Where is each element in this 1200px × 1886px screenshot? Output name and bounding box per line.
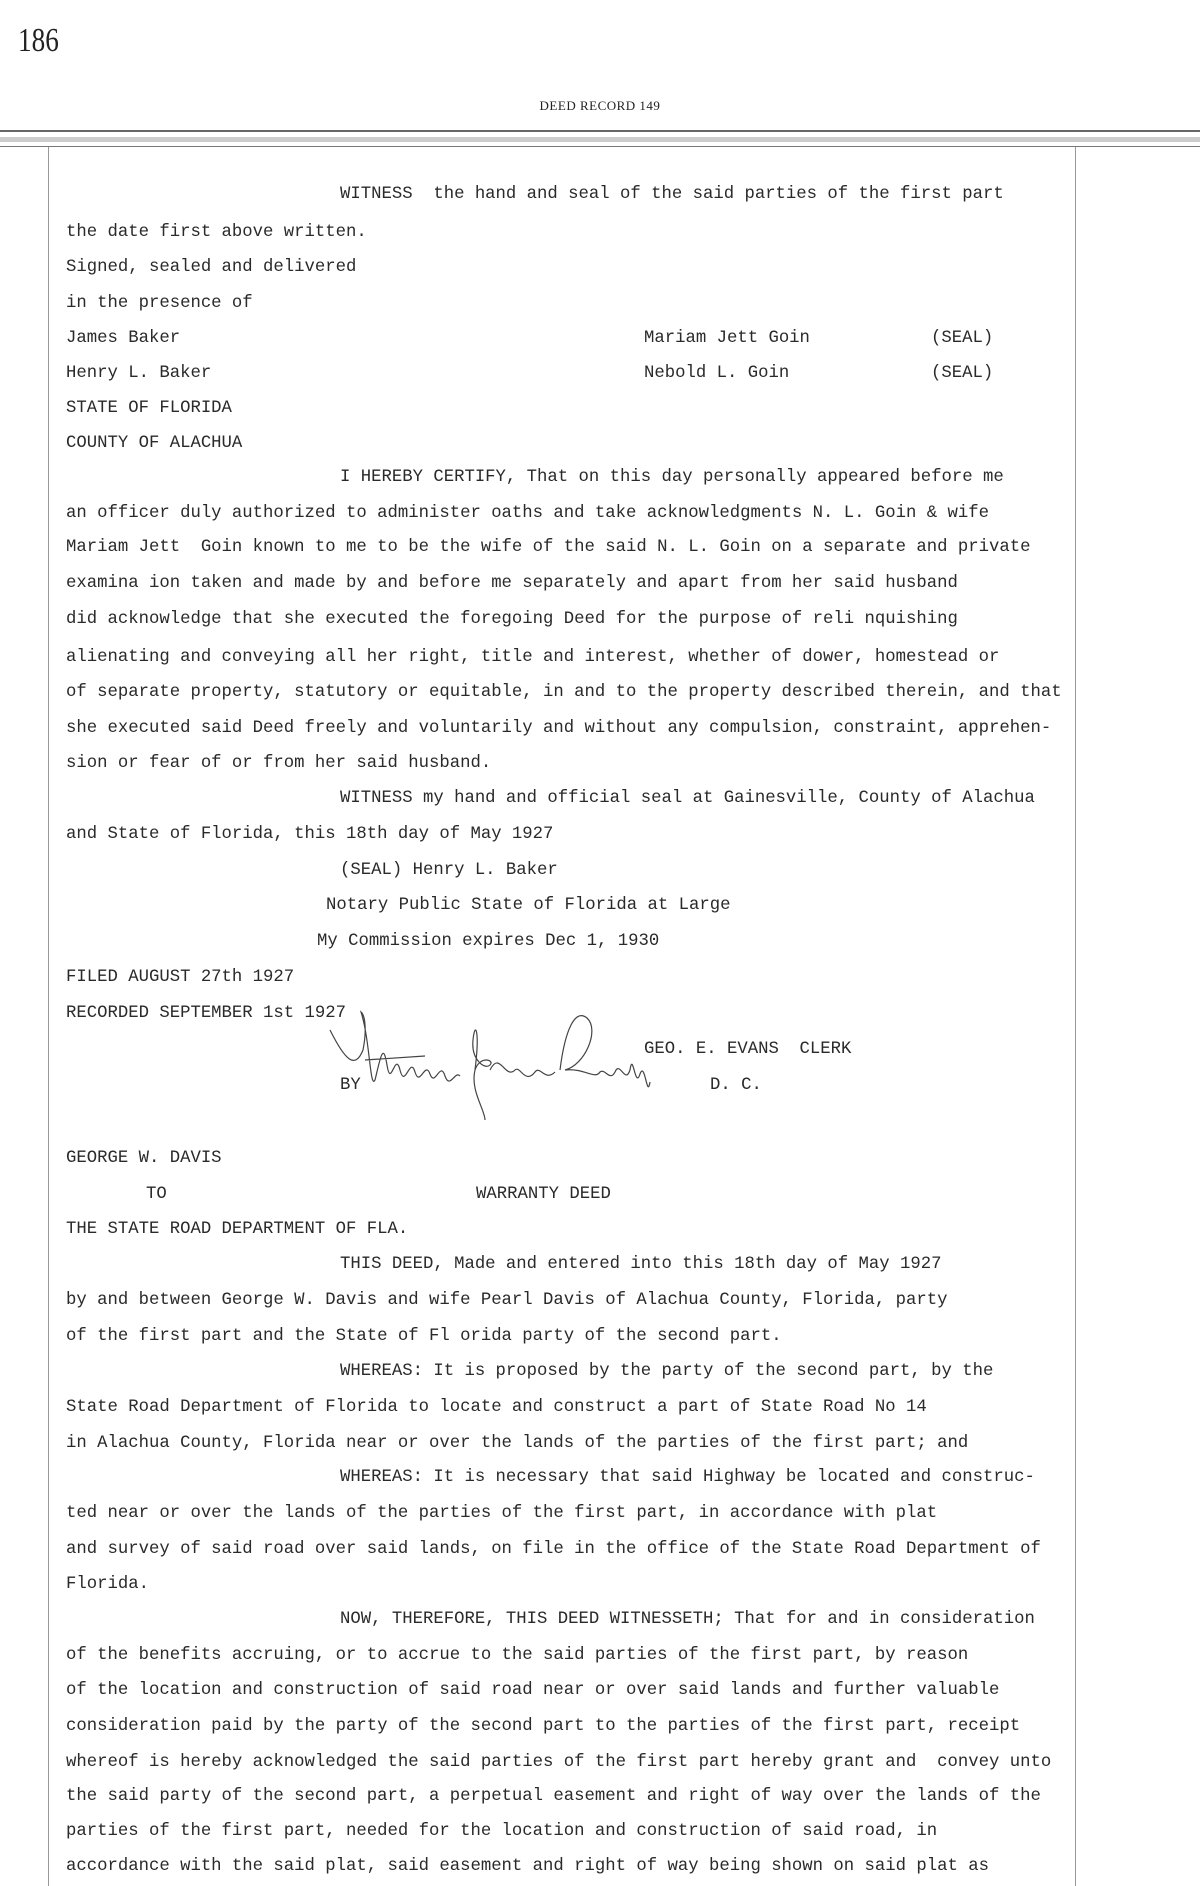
document-line: in Alachua County, Florida near or over the lands of the parties of the first part; and <box>66 1434 969 1453</box>
document-line: Henry L. Baker <box>66 364 212 383</box>
document-line: WITNESS my hand and official seal at Gainesville, County of Alachua <box>340 789 1035 808</box>
page-number: 186 <box>18 22 59 59</box>
document-line: did acknowledge that she executed the foregoing Deed for the purpose of reli nquishing <box>66 610 958 629</box>
document-line: D. C. <box>710 1076 762 1095</box>
document-line: I HEREBY CERTIFY, That on this day personally appeared before me <box>340 468 1004 487</box>
document-line: the date first above written. <box>66 223 367 242</box>
document-line: WHEREAS: It is proposed by the party of the second part, by the <box>340 1362 994 1381</box>
header-rule-band <box>0 137 1200 142</box>
document-line: THE STATE ROAD DEPARTMENT OF FLA. <box>66 1220 409 1239</box>
document-line: sion or fear of or from her said husband. <box>66 754 492 773</box>
clerk-signature <box>325 1010 705 1120</box>
document-line: (SEAL) <box>931 329 994 348</box>
document-line: she executed said Deed freely and voluntarily and without any compulsion, constraint, apprehen- <box>66 719 1052 738</box>
document-line: examina ion taken and made by and before me separately and apart from her said husband <box>66 574 958 593</box>
document-line: GEORGE W. DAVIS <box>66 1149 222 1168</box>
document-line: of the benefits accruing, or to accrue to the said parties of the first part, by reason <box>66 1646 969 1665</box>
document-line: alienating and conveying all her right, title and interest, whether of dower, homestead or <box>66 648 1000 667</box>
document-line: and survey of said road over said lands, on file in the office of the State Road Department of <box>66 1540 1041 1559</box>
document-line: Mariam Jett Goin <box>644 329 810 348</box>
document-line: STATE OF FLORIDA <box>66 399 232 418</box>
document-line: by and between George W. Davis and wife Pearl Davis of Alachua County, Florida, party <box>66 1291 948 1310</box>
document-line: FILED AUGUST 27th 1927 <box>66 968 295 987</box>
header-rule-bottom <box>0 146 1200 147</box>
header-rule-top <box>0 130 1200 132</box>
document-line: State Road Department of Florida to locate and construct a part of State Road No 14 <box>66 1398 927 1417</box>
document-line: My Commission expires Dec 1, 1930 <box>317 932 660 951</box>
document-line: ted near or over the lands of the parties of the first part, in accordance with plat <box>66 1504 938 1523</box>
document-line: accordance with the said plat, said easement and right of way being shown on said plat as <box>66 1857 989 1876</box>
document-line: Signed, sealed and delivered <box>66 258 357 277</box>
document-line: Notary Public State of Florida at Large <box>326 896 731 915</box>
document-line: (SEAL) Henry L. Baker <box>340 861 558 880</box>
document-line: and State of Florida, this 18th day of May 1927 <box>66 825 554 844</box>
left-margin-line <box>48 147 49 1886</box>
document-line: WITNESS the hand and seal of the said parties of the first part <box>340 185 1004 204</box>
document-line: Florida. <box>66 1575 149 1594</box>
document-line: WARRANTY DEED <box>476 1185 611 1204</box>
document-line: an officer duly authorized to administer oaths and take acknowledgments N. L. Goin & wife <box>66 504 989 523</box>
record-header: DEED RECORD 149 <box>539 98 661 113</box>
document-line: COUNTY OF ALACHUA <box>66 434 243 453</box>
document-line: BY <box>340 1076 361 1095</box>
document-line: of the first part and the State of Fl orida party of the second part. <box>66 1327 782 1346</box>
right-margin-line <box>1075 147 1076 1886</box>
document-line: whereof is hereby acknowledged the said parties of the first part hereby grant and convey unto <box>66 1753 1052 1772</box>
document-line: Nebold L. Goin <box>644 364 790 383</box>
document-line: the said party of the second part, a perpetual easement and right of way over the lands of the <box>66 1787 1041 1806</box>
document-line: TO <box>146 1185 167 1204</box>
document-line: consideration paid by the party of the second part to the parties of the first part, receipt <box>66 1717 1021 1736</box>
document-line: in the presence of <box>66 294 253 313</box>
document-line: of the location and construction of said road near or over said lands and further valuable <box>66 1681 1000 1700</box>
document-line: of separate property, statutory or equitable, in and to the property described therein, and that <box>66 683 1062 702</box>
document-line: THIS DEED, Made and entered into this 18th day of May 1927 <box>340 1255 942 1274</box>
document-line: WHEREAS: It is necessary that said Highway be located and construc- <box>340 1468 1035 1487</box>
document-line: NOW, THEREFORE, THIS DEED WITNESSETH; That for and in consideration <box>340 1610 1035 1629</box>
document-line: GEO. E. EVANS CLERK <box>644 1040 852 1059</box>
document-line: Mariam Jett Goin known to me to be the wife of the said N. L. Goin on a separate and private <box>66 538 1031 557</box>
document-line: RECORDED SEPTEMBER 1st 1927 <box>66 1004 347 1023</box>
document-line: parties of the first part, needed for the location and construction of said road, in <box>66 1822 938 1841</box>
document-line: James Baker <box>66 329 181 348</box>
document-line: (SEAL) <box>931 364 994 383</box>
